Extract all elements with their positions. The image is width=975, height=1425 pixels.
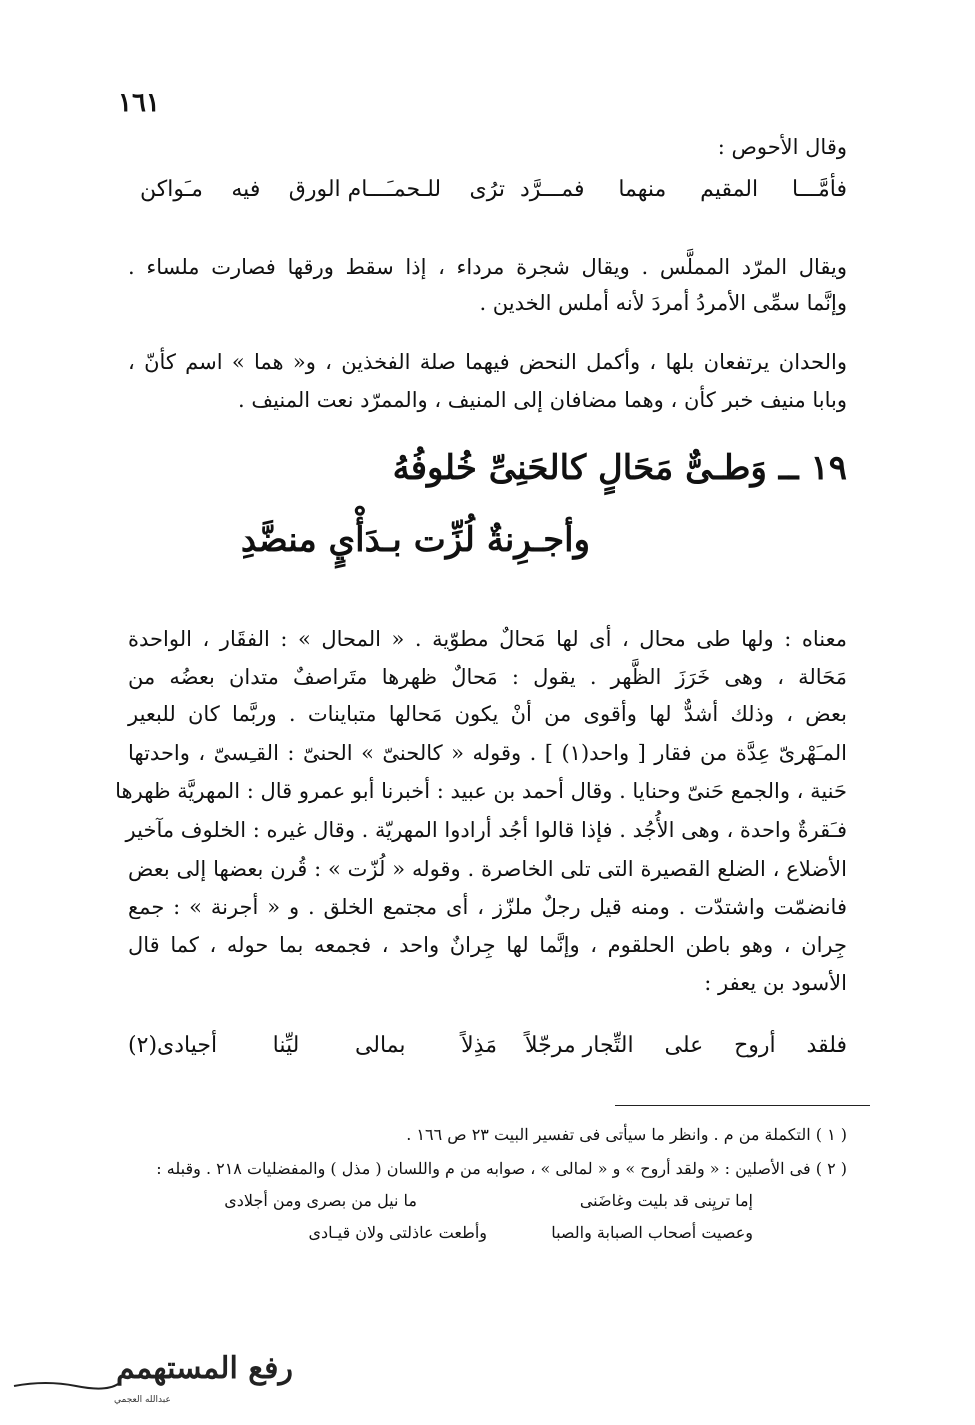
verse2-hemistich2 <box>128 1028 497 1064</box>
commentary-line: معناه : ولها طى محال ، أى لها مَحالٌ مطوّية . « المحال » : الفقَار ، الواحدة <box>128 627 847 651</box>
para1-line: ويقال المرّد المملَّس . ويقال شجرة مرداء ، إذا سقط ورقها فصارت ملساء . <box>128 255 847 279</box>
library-stamp-logo <box>6 1322 294 1416</box>
verse-word: التِّجار مرجّلاً <box>525 1033 634 1058</box>
para1-line: وإنَّما سمِّى الأمردُ أمردَ لأنه أملس الخدين . <box>479 291 847 315</box>
footnote-1: ( ١ ) التكملة من م . وانظر ما سيأتى فى تفسير البيت ٢٣ ص ١٦٦ . <box>406 1125 847 1144</box>
verse-word: مَذِلاً <box>461 1033 497 1058</box>
verse-word: فمـــرَّد <box>520 177 585 202</box>
main-verse-line1: ١٩ ــ وَطـىٌّ مَحَالٍ كالحَنِىِّ خُلوفُهُ <box>392 448 847 488</box>
verse-word: المقيم <box>700 177 759 202</box>
commentary-line: مَحَالة ، وهى خَرَزَ الظَّهر . يقول : مَحالٌ ظهرها متَراصفٌ متدان بعضُه من <box>128 665 847 689</box>
verse-word: أروح <box>734 1033 776 1058</box>
verse-word: أجيادى(٢) <box>128 1033 218 1058</box>
verse-word: فأمَّـــا <box>791 177 847 202</box>
verse-word: مـَواكن <box>140 177 203 202</box>
verse-word: ترُى <box>469 177 505 202</box>
commentary-line: حَنية ، والجمع حَنىّ وحنايا . وقال أحمد بن عبيد : أخبرنا أبو عمرو قال : المهريَّة ظهرها <box>115 779 847 803</box>
intro-ahwas: وقال الأحوص : <box>717 135 847 159</box>
verse-word: بمالى <box>354 1033 406 1058</box>
page-number: ١٦١ <box>118 88 160 118</box>
commentary-line: الأسود بن يعفر : <box>704 971 847 995</box>
commentary-line: فـَقرةٌ واحدة ، وهى الأُجُد . فإذا قالوا أجُد أرادوا المهريّة . وقال غيره : الخلوف مآخير <box>125 818 847 842</box>
verse-word: فلقد <box>806 1033 847 1058</box>
verse-word: فيه <box>231 177 261 202</box>
main-verse-line2: وأجـرِنةٌ لُزِّت بـدَأْيٍ منضَّدِ <box>240 520 590 560</box>
para2-line: والحدان يرتفعان بلها ، وأكمل النحض فيهما صلة الفخذين ، و« هما » اسم كأنّ ، <box>128 350 847 374</box>
verse-word: ليِّنا <box>272 1033 300 1058</box>
verse2-hemistich1 <box>525 1028 847 1064</box>
footnote-verse-h1: إما تريِنى قد بليت وغاضَنى <box>579 1191 753 1210</box>
verse-word: للـحمـَـــام الورق <box>288 177 442 202</box>
commentary-line: الأضلاع ، الضلع القصيرة التى تلى الخاصرة . وقوله « لُزّت » : قُرن بعضها إلى بعض <box>128 857 847 881</box>
para2-line: وبابا منيف خبر كأن ، وهما مضافان إلى المنيف ، والممرّد نعت المنيف . <box>238 388 847 412</box>
stamp-subtext: عبدالله العجمي <box>114 1395 171 1405</box>
commentary-line: فانضمّت واشتدّت . ومنه قيل رجلٌ ملزّز ، أى مجتمع الخلق . و « أجرنة » : جمع <box>128 895 847 919</box>
stamp-text: رفع المستهمم <box>116 1351 294 1386</box>
verse1-hemistich1 <box>520 172 847 208</box>
verse1-hemistich2 <box>140 172 505 208</box>
verse-word: منهما <box>618 177 667 202</box>
footnote-verse-h2: ما نيل من بصرى ومن أجلادى <box>224 1191 417 1210</box>
commentary-line: جِران ، وهو باطن الحلقوم ، وإنَّما لها جِرانٌ واحد ، فجمعه بما حوله ، كما قال <box>128 933 847 957</box>
footnote-verse-h2: وأطعت عاذلتى ولان قيـادى <box>308 1223 487 1242</box>
footnote-verse-h1: وعصيت أصحاب الصبابة والصبا <box>551 1223 753 1242</box>
commentary-line: المـَهْرىّ عِدَّة من فقار [ واحد(١) ] . وقوله « كالحنىّ » الحنىّ : القـِسىّ ، واحدتها <box>128 741 847 765</box>
footnote-2: ( ٢ ) فى الأصلين : « ولقد أروح » و « لمالى » ، صوابه من م واللسان ( مذل ) والمفضليات ٢١٨ . وقبله : <box>156 1159 847 1178</box>
commentary-line: بعض ، وذلك أشدٌّ لها وأقوى من أنْ يكون مَحالها متباينات . وربَّما كان للبعير <box>128 702 847 726</box>
verse-word: على <box>664 1033 704 1058</box>
footnote-rule <box>615 1105 870 1106</box>
